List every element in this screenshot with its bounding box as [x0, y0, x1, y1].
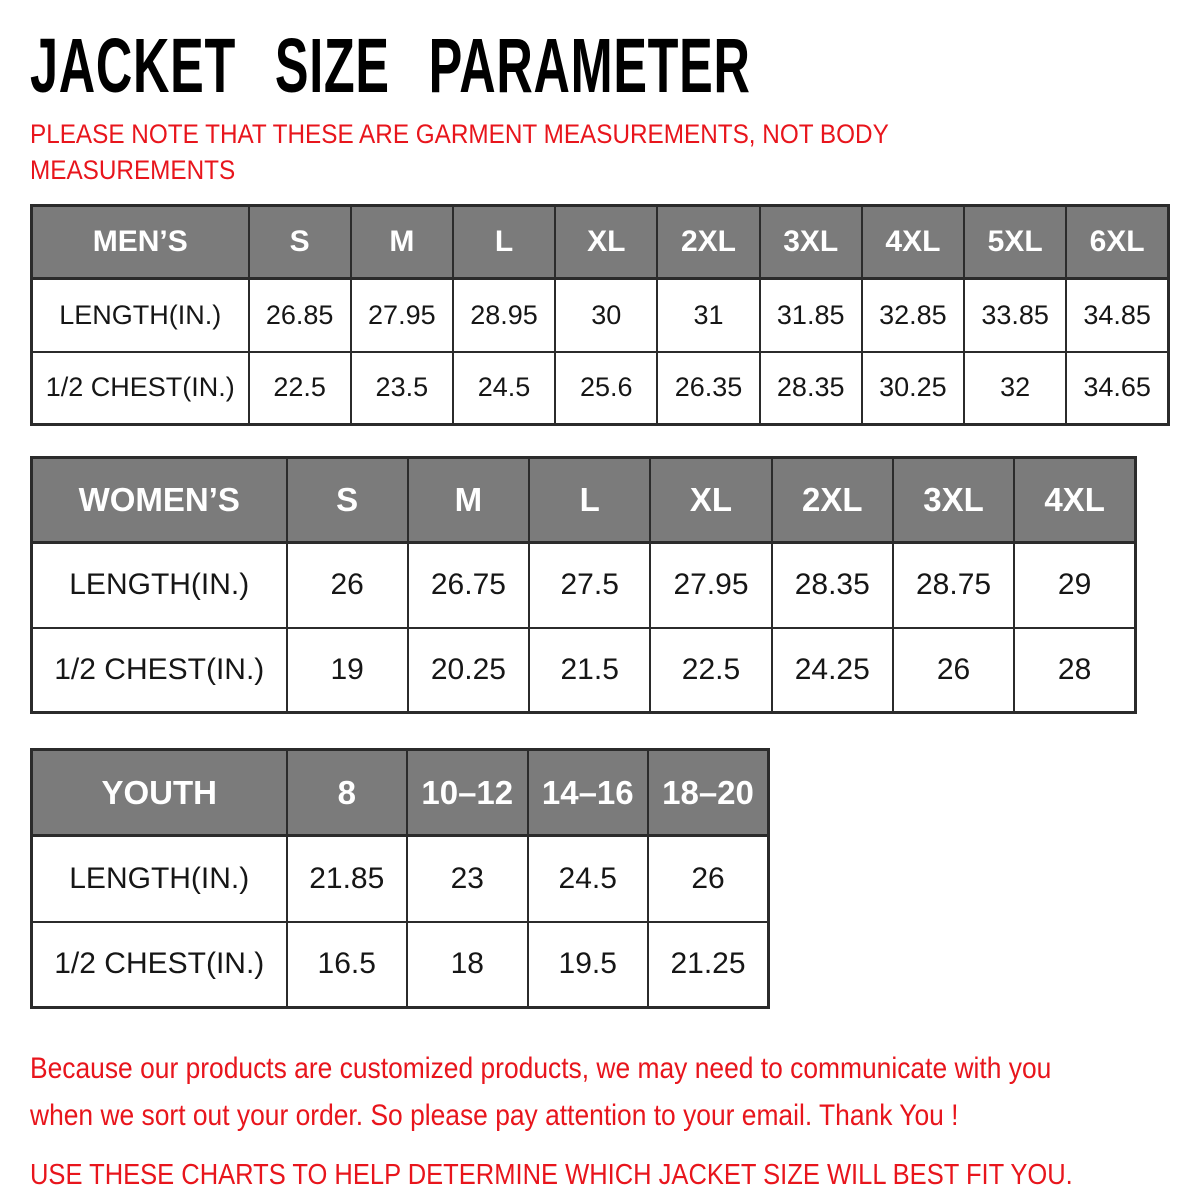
- length-value: 29: [1014, 543, 1135, 628]
- mens-chest-row: [32, 352, 1169, 425]
- mens-size-header: 4XL: [862, 206, 964, 279]
- length-value: 34.85: [1066, 279, 1168, 352]
- chest-value: 32: [964, 352, 1066, 425]
- chest-value: 16.5: [287, 922, 408, 1008]
- notice-line-2: when we sort out your order. So please pay attention to your email. Thank You !: [30, 1099, 959, 1132]
- womens-header-row: [32, 458, 1136, 543]
- youth-size-header: 8: [287, 750, 408, 836]
- chest-value: 30.25: [862, 352, 964, 425]
- mens-header-row: [32, 206, 1169, 279]
- row-label: LENGTH(IN.): [32, 836, 287, 922]
- customization-notice: [30, 1045, 1170, 1139]
- mens-size-header: XL: [555, 206, 657, 279]
- length-value: 27.5: [529, 543, 650, 628]
- chest-value: 19: [287, 628, 408, 713]
- page-title-text: JACKET SIZE PARAMETER: [30, 22, 751, 109]
- womens-size-header: XL: [650, 458, 771, 543]
- length-value: 32.85: [862, 279, 964, 352]
- youth-table-title: YOUTH: [32, 750, 287, 836]
- row-label: 1/2 CHEST(IN.): [32, 922, 287, 1008]
- length-value: 23: [407, 836, 528, 922]
- mens-size-header: 3XL: [760, 206, 862, 279]
- mens-size-header: 5XL: [964, 206, 1066, 279]
- length-value: 30: [555, 279, 657, 352]
- length-value: 27.95: [351, 279, 453, 352]
- row-label: 1/2 CHEST(IN.): [32, 628, 287, 713]
- length-value: 31.85: [760, 279, 862, 352]
- youth-size-table: [30, 748, 770, 1009]
- youth-size-header: 18–20: [648, 750, 769, 836]
- chest-value: 21.25: [648, 922, 769, 1008]
- usage-note: [30, 1153, 1170, 1197]
- chest-value: 26: [893, 628, 1014, 713]
- note-line-1: PLEASE NOTE THAT THESE ARE GARMENT MEASUREMENTS, NOT BODY: [30, 119, 889, 149]
- length-value: 28.35: [772, 543, 893, 628]
- length-value: 27.95: [650, 543, 771, 628]
- womens-size-header: 3XL: [893, 458, 1014, 543]
- length-value: 26.85: [249, 279, 351, 352]
- chest-value: 21.5: [529, 628, 650, 713]
- chest-value: 34.65: [1066, 352, 1168, 425]
- length-value: 24.5: [528, 836, 649, 922]
- row-label: LENGTH(IN.): [32, 279, 249, 352]
- youth-chest-row: [32, 922, 769, 1008]
- womens-size-header: 2XL: [772, 458, 893, 543]
- mens-size-header: 6XL: [1066, 206, 1168, 279]
- chest-value: 24.5: [453, 352, 555, 425]
- chest-value: 18: [407, 922, 528, 1008]
- chest-value: 19.5: [528, 922, 649, 1008]
- mens-size-header: M: [351, 206, 453, 279]
- youth-size-header: 10–12: [407, 750, 528, 836]
- page-title: [30, 22, 1170, 109]
- chest-value: 25.6: [555, 352, 657, 425]
- length-value: 33.85: [964, 279, 1066, 352]
- youth-size-header: 14–16: [528, 750, 649, 836]
- youth-length-row: [32, 836, 769, 922]
- length-value: 26.75: [408, 543, 529, 628]
- length-value: 31: [657, 279, 759, 352]
- chest-value: 20.25: [408, 628, 529, 713]
- chest-value: 22.5: [650, 628, 771, 713]
- womens-table-title: WOMEN’S: [32, 458, 287, 543]
- length-value: 21.85: [287, 836, 408, 922]
- womens-size-header: M: [408, 458, 529, 543]
- womens-size-header: S: [287, 458, 408, 543]
- usage-line: USE THESE CHARTS TO HELP DETERMINE WHICH JACKET SIZE WILL BEST FIT YOU.: [30, 1159, 1073, 1191]
- length-value: 26: [287, 543, 408, 628]
- garment-measurement-note: [30, 116, 1170, 188]
- mens-size-header: L: [453, 206, 555, 279]
- chest-value: 26.35: [657, 352, 759, 425]
- length-value: 28.95: [453, 279, 555, 352]
- chest-value: 23.5: [351, 352, 453, 425]
- note-line-2: MEASUREMENTS: [30, 155, 236, 185]
- chest-value: 28: [1014, 628, 1135, 713]
- chest-value: 24.25: [772, 628, 893, 713]
- womens-size-header: L: [529, 458, 650, 543]
- mens-size-table: [30, 204, 1170, 426]
- womens-length-row: [32, 543, 1136, 628]
- womens-size-table: [30, 456, 1137, 714]
- womens-size-header: 4XL: [1014, 458, 1135, 543]
- mens-length-row: [32, 279, 1169, 352]
- row-label: 1/2 CHEST(IN.): [32, 352, 249, 425]
- mens-table-title: MEN’S: [32, 206, 249, 279]
- mens-size-header: 2XL: [657, 206, 759, 279]
- womens-chest-row: [32, 628, 1136, 713]
- length-value: 26: [648, 836, 769, 922]
- mens-size-header: S: [249, 206, 351, 279]
- notice-line-1: Because our products are customized products, we may need to communicate with you: [30, 1052, 1052, 1085]
- youth-header-row: [32, 750, 769, 836]
- chest-value: 28.35: [760, 352, 862, 425]
- row-label: LENGTH(IN.): [32, 543, 287, 628]
- chest-value: 22.5: [249, 352, 351, 425]
- length-value: 28.75: [893, 543, 1014, 628]
